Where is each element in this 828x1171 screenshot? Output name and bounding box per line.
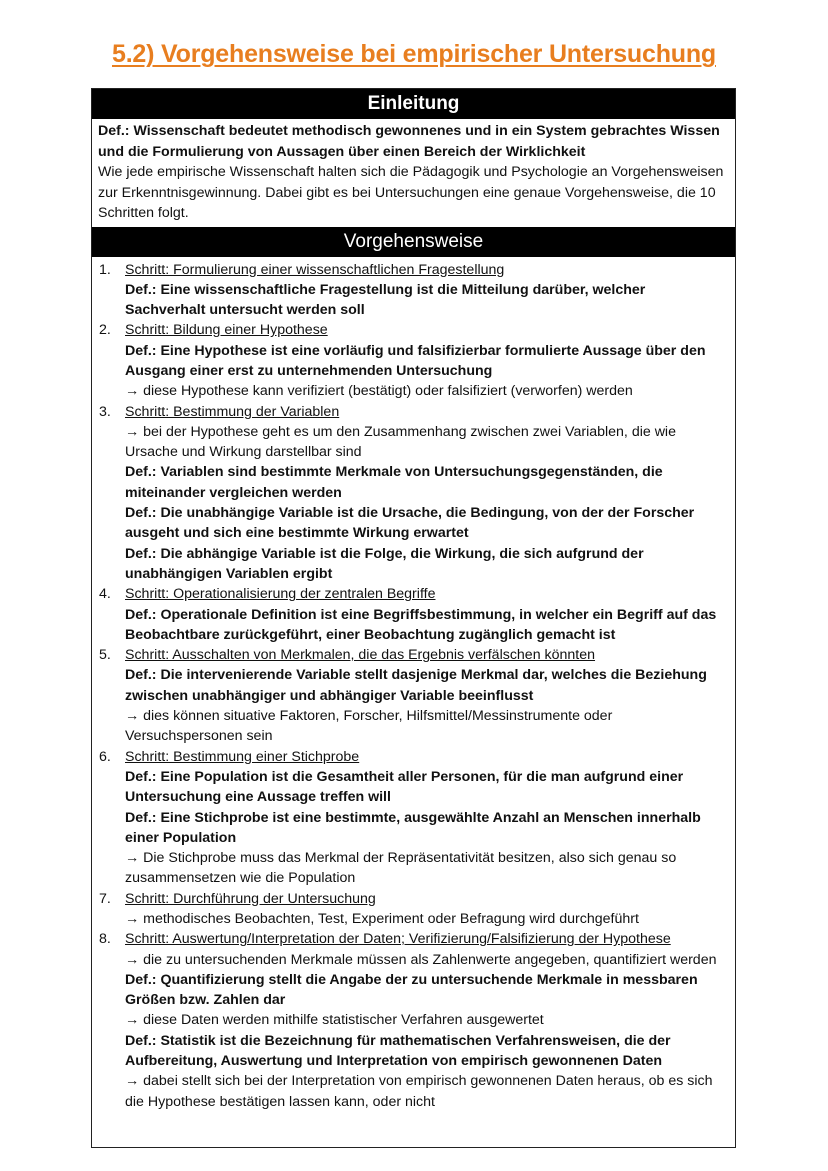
step-note: → methodisches Beobachten, Test, Experiment oder Befragung wird durchgeführt	[125, 911, 639, 927]
step-heading: Schritt: Bestimmung der Variablen	[125, 403, 340, 420]
step-definition: Def.: Eine Population ist die Gesamtheit aller Personen, für die man aufgrund einer Untersuchung eine Aussage treffen will	[125, 768, 684, 806]
procedure-step-8	[98, 929, 729, 1112]
step-body	[125, 260, 729, 321]
step-definition: Def.: Eine Hypothese ist eine vorläufig und falsifizierbar formulierte Aussage über den Ausgang einer erst zu unternehmenden Untersuchung	[125, 342, 706, 379]
procedure-steps-list	[92, 257, 735, 1112]
intro-definition: Def.: Wissenschaft bedeutet methodisch gewonnenes und in ein System gebrachtes Wissen und die Formulierung von Aussagen über einen Bereich der Wirklichkeit	[98, 123, 720, 160]
step-definition: Def.: Variablen sind bestimmte Merkmale von Untersuchungsgegenständen, die miteinander vergleichen werden	[125, 464, 663, 501]
section-header-intro: Einleitung	[92, 89, 735, 119]
step-definition: Def.: Eine wissenschaftliche Fragestellung ist die Mitteilung darüber, welcher Sachverhalt untersucht werden soll	[125, 281, 646, 319]
step-number: 6.	[99, 748, 111, 765]
step-note: → diese Hypothese kann verifiziert (bestätigt) oder falsifiziert (verworfen) werden	[125, 383, 633, 400]
step-number: 1.	[99, 261, 111, 278]
step-definition: Def.: Quantifizierung stellt die Angabe der zu untersuchende Merkmale in messbaren Größen bzw. Zahlen dar	[125, 971, 698, 1009]
step-note: → Die Stichprobe muss das Merkmal der Repräsentativität besitzen, also sich genau so zusammensetzen wie die Population	[125, 850, 677, 887]
step-definition: Def.: Operationale Definition ist eine Begriffsbestimmung, in welcher ein Begriff auf das Beobachtbare zurückgeführt, einer Beobachtung zugänglich gemacht ist	[125, 606, 717, 643]
procedure-step-7	[98, 889, 729, 930]
step-number: 7.	[99, 890, 111, 907]
procedure-step-1	[98, 260, 729, 321]
step-heading: Schritt: Bildung einer Hypothese	[125, 322, 328, 339]
step-heading: Schritt: Formulierung einer wissenschaftlichen Fragestellung	[125, 261, 505, 278]
step-definition: Def.: Statistik ist die Bezeichnung für mathematischen Verfahrensweisen, die der Aufbereitung, Auswertung und Interpretation von empirisch gewonnenen Daten	[125, 1032, 671, 1070]
intro-section	[92, 119, 735, 227]
step-number: 4.	[99, 586, 111, 603]
step-note: → bei der Hypothese geht es um den Zusammenhang zwischen zwei Variablen, die wie Ursache und Wirkung darstellbar sind	[125, 423, 676, 461]
step-number: 8.	[99, 931, 111, 948]
intro-text: Wie jede empirische Wissenschaft halten sich die Pädagogik und Psychologie an Vorgehensweisen zur Erkenntnisgewinnung. Dabei gibt es bei Untersuchungen eine genaue Vorgehensweise, die 10 Schritten folgt.	[98, 164, 724, 221]
procedure-step-5	[98, 645, 729, 746]
page-title	[0, 40, 828, 69]
step-body	[125, 320, 729, 401]
step-note: → die zu untersuchenden Merkmale müssen als Zahlenwerte angegeben, quantifiziert werden	[125, 951, 717, 968]
section-header-procedure: Vorgehensweise	[92, 227, 735, 257]
step-definition: Def.: Die intervenierende Variable stellt dasjenige Merkmal dar, welches die Beziehung zwischen unabhängiger und abhängiger Variable beeinflusst	[125, 667, 707, 704]
step-number: 5.	[99, 647, 111, 664]
content-box	[91, 88, 736, 1148]
step-body	[125, 747, 729, 889]
step-body	[125, 584, 729, 645]
step-note: → dabei stellt sich bei der Interpretation von empirisch gewonnenen Daten heraus, ob es sich die Hypothese bestätigen lassen kann, oder nicht	[125, 1073, 713, 1110]
step-body	[125, 929, 729, 1112]
step-heading: Schritt: Ausschalten von Merkmalen, die das Ergebnis verfälschen könnten	[125, 647, 596, 664]
step-definition: Def.: Eine Stichprobe ist eine bestimmte, ausgewählte Anzahl an Menschen innerhalb einer Population	[125, 809, 701, 846]
step-definition: Def.: Die abhängige Variable ist die Folge, die Wirkung, die sich aufgrund der unabhängigen Variablen ergibt	[125, 545, 644, 582]
step-body	[125, 402, 729, 585]
step-note: → diese Daten werden mithilfe statistischer Verfahren ausgewertet	[125, 1012, 544, 1029]
step-number: 2.	[99, 322, 111, 339]
step-body	[125, 889, 729, 930]
procedure-step-2	[98, 320, 729, 401]
procedure-step-4	[98, 584, 729, 645]
page-title-text: 5.2) Vorgehensweise bei empirischer Untersuchung	[111, 40, 716, 68]
procedure-step-6	[98, 747, 729, 889]
step-body	[125, 645, 729, 746]
step-heading: Schritt: Operationalisierung der zentralen Begriffe	[125, 586, 436, 603]
step-heading: Schritt: Durchführung der Untersuchung	[125, 890, 376, 907]
step-heading: Schritt: Auswertung/Interpretation der Daten; Verifizierung/Falsifizierung der Hypothese	[125, 931, 671, 948]
step-number: 3.	[99, 403, 111, 420]
step-heading: Schritt: Bestimmung einer Stichprobe	[125, 748, 360, 765]
procedure-step-3	[98, 402, 729, 585]
step-definition: Def.: Die unabhängige Variable ist die Ursache, die Bedingung, von der der Forscher ausgeht und sich eine bestimmte Wirkung erwartet	[125, 505, 695, 542]
step-note: → dies können situative Faktoren, Forscher, Hilfsmittel/Messinstrumente oder Versuchspersonen sein	[125, 708, 613, 745]
